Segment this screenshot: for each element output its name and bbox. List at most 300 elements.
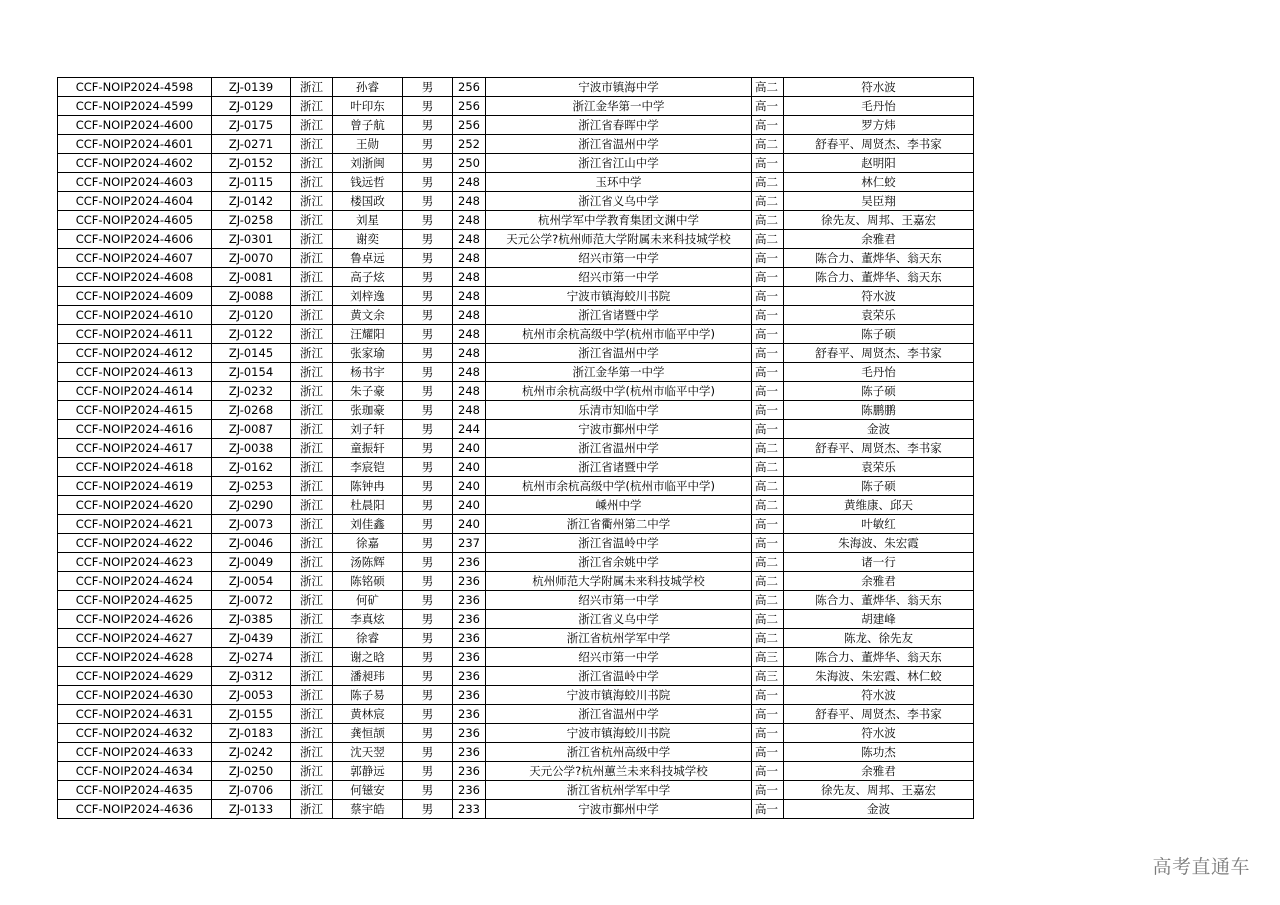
contestant-id-cell: CCF-NOIP2024-4626: [58, 610, 212, 629]
gender-cell: 男: [403, 439, 453, 458]
province-cell: 浙江: [291, 724, 333, 743]
province-cell: 浙江: [291, 686, 333, 705]
gender-cell: 男: [403, 743, 453, 762]
table-row: [58, 306, 974, 325]
name-cell: 何矿: [333, 591, 403, 610]
score-cell: 240: [453, 515, 486, 534]
school-cell: 宁波市镇海蛟川书院: [486, 287, 752, 306]
school-cell: 浙江省温州中学: [486, 439, 752, 458]
province-cell: 浙江: [291, 249, 333, 268]
grade-cell: 高三: [752, 667, 784, 686]
coach-cell: 罗方炜: [784, 116, 974, 135]
school-cell: 宁波市鄞州中学: [486, 800, 752, 819]
exam-number-cell: ZJ-0087: [212, 420, 291, 439]
exam-number-cell: ZJ-0081: [212, 268, 291, 287]
exam-number-cell: ZJ-0242: [212, 743, 291, 762]
score-cell: 250: [453, 154, 486, 173]
grade-cell: 高一: [752, 401, 784, 420]
coach-cell: 毛丹怡: [784, 363, 974, 382]
contestant-id-cell: CCF-NOIP2024-4604: [58, 192, 212, 211]
grade-cell: 高一: [752, 268, 784, 287]
grade-cell: 高一: [752, 420, 784, 439]
grade-cell: 高一: [752, 97, 784, 116]
grade-cell: 高一: [752, 344, 784, 363]
gender-cell: 男: [403, 173, 453, 192]
score-cell: 236: [453, 667, 486, 686]
exam-number-cell: ZJ-0250: [212, 762, 291, 781]
table-row: [58, 420, 974, 439]
grade-cell: 高二: [752, 211, 784, 230]
score-cell: 248: [453, 173, 486, 192]
exam-number-cell: ZJ-0142: [212, 192, 291, 211]
province-cell: 浙江: [291, 420, 333, 439]
school-cell: 浙江省温岭中学: [486, 534, 752, 553]
table-row: [58, 249, 974, 268]
name-cell: 杨书宇: [333, 363, 403, 382]
table-row: [58, 230, 974, 249]
gender-cell: 男: [403, 572, 453, 591]
grade-cell: 高一: [752, 363, 784, 382]
grade-cell: 高二: [752, 496, 784, 515]
exam-number-cell: ZJ-0053: [212, 686, 291, 705]
gender-cell: 男: [403, 553, 453, 572]
grade-cell: 高一: [752, 743, 784, 762]
school-cell: 宁波市镇海蛟川书院: [486, 686, 752, 705]
table-row: [58, 667, 974, 686]
name-cell: 刘浙闽: [333, 154, 403, 173]
grade-cell: 高二: [752, 572, 784, 591]
school-cell: 浙江省义乌中学: [486, 610, 752, 629]
province-cell: 浙江: [291, 762, 333, 781]
table-row: [58, 705, 974, 724]
school-cell: 绍兴市第一中学: [486, 268, 752, 287]
contestant-id-cell: CCF-NOIP2024-4600: [58, 116, 212, 135]
table-row: [58, 496, 974, 515]
score-cell: 248: [453, 401, 486, 420]
gender-cell: 男: [403, 667, 453, 686]
name-cell: 蔡宇皓: [333, 800, 403, 819]
name-cell: 潘昶玮: [333, 667, 403, 686]
score-cell: 256: [453, 78, 486, 97]
coach-cell: 陈功杰: [784, 743, 974, 762]
grade-cell: 高一: [752, 249, 784, 268]
school-cell: 浙江省杭州学军中学: [486, 629, 752, 648]
name-cell: 沈天翌: [333, 743, 403, 762]
score-cell: 252: [453, 135, 486, 154]
name-cell: 童振轩: [333, 439, 403, 458]
province-cell: 浙江: [291, 477, 333, 496]
contestant-id-cell: CCF-NOIP2024-4628: [58, 648, 212, 667]
name-cell: 叶印东: [333, 97, 403, 116]
grade-cell: 高一: [752, 781, 784, 800]
gender-cell: 男: [403, 230, 453, 249]
score-cell: 236: [453, 743, 486, 762]
exam-number-cell: ZJ-0139: [212, 78, 291, 97]
contestant-id-cell: CCF-NOIP2024-4631: [58, 705, 212, 724]
table-row: [58, 610, 974, 629]
province-cell: 浙江: [291, 325, 333, 344]
score-cell: 256: [453, 116, 486, 135]
name-cell: 鲁卓远: [333, 249, 403, 268]
coach-cell: 袁荣乐: [784, 306, 974, 325]
score-cell: 248: [453, 325, 486, 344]
school-cell: 杭州师范大学附属未来科技城学校: [486, 572, 752, 591]
exam-number-cell: ZJ-0162: [212, 458, 291, 477]
exam-number-cell: ZJ-0706: [212, 781, 291, 800]
table-row: [58, 287, 974, 306]
coach-cell: 陈合力、董烨华、翁天东: [784, 268, 974, 287]
contestant-id-cell: CCF-NOIP2024-4608: [58, 268, 212, 287]
school-cell: 绍兴市第一中学: [486, 591, 752, 610]
school-cell: 天元公学?杭州蕙兰未来科技城学校: [486, 762, 752, 781]
name-cell: 刘佳鑫: [333, 515, 403, 534]
score-cell: 236: [453, 553, 486, 572]
contestant-id-cell: CCF-NOIP2024-4605: [58, 211, 212, 230]
coach-cell: 陈子硕: [784, 477, 974, 496]
province-cell: 浙江: [291, 743, 333, 762]
coach-cell: 陈子硕: [784, 382, 974, 401]
table-row: [58, 325, 974, 344]
name-cell: 徐睿: [333, 629, 403, 648]
name-cell: 郭静远: [333, 762, 403, 781]
gender-cell: 男: [403, 249, 453, 268]
province-cell: 浙江: [291, 458, 333, 477]
gender-cell: 男: [403, 705, 453, 724]
contestant-id-cell: CCF-NOIP2024-4620: [58, 496, 212, 515]
table-row: [58, 534, 974, 553]
school-cell: 宁波市鄞州中学: [486, 420, 752, 439]
contestant-id-cell: CCF-NOIP2024-4634: [58, 762, 212, 781]
table-row: [58, 78, 974, 97]
grade-cell: 高一: [752, 686, 784, 705]
name-cell: 刘子轩: [333, 420, 403, 439]
grade-cell: 高二: [752, 477, 784, 496]
score-cell: 236: [453, 705, 486, 724]
contestant-id-cell: CCF-NOIP2024-4618: [58, 458, 212, 477]
coach-cell: 胡建峰: [784, 610, 974, 629]
school-cell: 浙江省温州中学: [486, 344, 752, 363]
gender-cell: 男: [403, 800, 453, 819]
contestant-id-cell: CCF-NOIP2024-4607: [58, 249, 212, 268]
table-row: [58, 97, 974, 116]
contestant-id-cell: CCF-NOIP2024-4627: [58, 629, 212, 648]
table-row: [58, 135, 974, 154]
exam-number-cell: ZJ-0268: [212, 401, 291, 420]
score-cell: 236: [453, 781, 486, 800]
name-cell: 王勋: [333, 135, 403, 154]
province-cell: 浙江: [291, 135, 333, 154]
gender-cell: 男: [403, 401, 453, 420]
province-cell: 浙江: [291, 363, 333, 382]
contestant-id-cell: CCF-NOIP2024-4621: [58, 515, 212, 534]
gender-cell: 男: [403, 477, 453, 496]
exam-number-cell: ZJ-0129: [212, 97, 291, 116]
coach-cell: 金波: [784, 800, 974, 819]
grade-cell: 高一: [752, 287, 784, 306]
name-cell: 谢之晗: [333, 648, 403, 667]
contestant-id-cell: CCF-NOIP2024-4623: [58, 553, 212, 572]
province-cell: 浙江: [291, 515, 333, 534]
name-cell: 刘星: [333, 211, 403, 230]
province-cell: 浙江: [291, 572, 333, 591]
name-cell: 孙睿: [333, 78, 403, 97]
name-cell: 曾子航: [333, 116, 403, 135]
exam-number-cell: ZJ-0258: [212, 211, 291, 230]
province-cell: 浙江: [291, 781, 333, 800]
score-cell: 248: [453, 249, 486, 268]
school-cell: 浙江省温岭中学: [486, 667, 752, 686]
score-cell: 240: [453, 477, 486, 496]
contestant-id-cell: CCF-NOIP2024-4611: [58, 325, 212, 344]
score-cell: 236: [453, 724, 486, 743]
contestant-id-cell: CCF-NOIP2024-4630: [58, 686, 212, 705]
exam-number-cell: ZJ-0385: [212, 610, 291, 629]
exam-number-cell: ZJ-0049: [212, 553, 291, 572]
table-row: [58, 439, 974, 458]
contestant-id-cell: CCF-NOIP2024-4602: [58, 154, 212, 173]
table-row: [58, 743, 974, 762]
contestant-id-cell: CCF-NOIP2024-4610: [58, 306, 212, 325]
grade-cell: 高一: [752, 515, 784, 534]
province-cell: 浙江: [291, 705, 333, 724]
grade-cell: 高一: [752, 325, 784, 344]
province-cell: 浙江: [291, 629, 333, 648]
contestant-id-cell: CCF-NOIP2024-4612: [58, 344, 212, 363]
gender-cell: 男: [403, 154, 453, 173]
school-cell: 天元公学?杭州师范大学附属未来科技城学校: [486, 230, 752, 249]
name-cell: 谢奕: [333, 230, 403, 249]
school-cell: 浙江省江山中学: [486, 154, 752, 173]
coach-cell: 陈合力、董烨华、翁天东: [784, 591, 974, 610]
school-cell: 宁波市镇海蛟川书院: [486, 724, 752, 743]
school-cell: 浙江省诸暨中学: [486, 458, 752, 477]
coach-cell: 叶敏红: [784, 515, 974, 534]
coach-cell: 符水波: [784, 724, 974, 743]
name-cell: 黄林宸: [333, 705, 403, 724]
gender-cell: 男: [403, 97, 453, 116]
name-cell: 杜晨阳: [333, 496, 403, 515]
gender-cell: 男: [403, 211, 453, 230]
coach-cell: 陈合力、董烨华、翁天东: [784, 249, 974, 268]
school-cell: 浙江省温州中学: [486, 705, 752, 724]
coach-cell: 陈子硕: [784, 325, 974, 344]
school-cell: 乐清市知临中学: [486, 401, 752, 420]
gender-cell: 男: [403, 135, 453, 154]
gender-cell: 男: [403, 610, 453, 629]
grade-cell: 高二: [752, 173, 784, 192]
score-cell: 248: [453, 306, 486, 325]
contestant-id-cell: CCF-NOIP2024-4616: [58, 420, 212, 439]
gender-cell: 男: [403, 724, 453, 743]
gender-cell: 男: [403, 78, 453, 97]
score-cell: 236: [453, 610, 486, 629]
table-row: [58, 762, 974, 781]
table-row: [58, 458, 974, 477]
name-cell: 朱子豪: [333, 382, 403, 401]
coach-cell: 陈合力、董烨华、翁天东: [784, 648, 974, 667]
table-row: [58, 363, 974, 382]
exam-number-cell: ZJ-0175: [212, 116, 291, 135]
province-cell: 浙江: [291, 116, 333, 135]
contestant-id-cell: CCF-NOIP2024-4599: [58, 97, 212, 116]
exam-number-cell: ZJ-0072: [212, 591, 291, 610]
exam-number-cell: ZJ-0271: [212, 135, 291, 154]
name-cell: 龚恒颉: [333, 724, 403, 743]
table-row: [58, 401, 974, 420]
exam-number-cell: ZJ-0122: [212, 325, 291, 344]
coach-cell: 余雅君: [784, 572, 974, 591]
gender-cell: 男: [403, 268, 453, 287]
score-cell: 236: [453, 591, 486, 610]
school-cell: 浙江省义乌中学: [486, 192, 752, 211]
table-row: [58, 116, 974, 135]
gender-cell: 男: [403, 496, 453, 515]
exam-number-cell: ZJ-0312: [212, 667, 291, 686]
province-cell: 浙江: [291, 287, 333, 306]
exam-number-cell: ZJ-0152: [212, 154, 291, 173]
name-cell: 陈铭硕: [333, 572, 403, 591]
grade-cell: 高二: [752, 610, 784, 629]
exam-number-cell: ZJ-0145: [212, 344, 291, 363]
table-row: [58, 477, 974, 496]
coach-cell: 黄维康、邱天: [784, 496, 974, 515]
gender-cell: 男: [403, 762, 453, 781]
grade-cell: 高二: [752, 458, 784, 477]
province-cell: 浙江: [291, 667, 333, 686]
table-row: [58, 572, 974, 591]
exam-number-cell: ZJ-0301: [212, 230, 291, 249]
name-cell: 汤陈辉: [333, 553, 403, 572]
school-cell: 浙江省温州中学: [486, 135, 752, 154]
school-cell: 绍兴市第一中学: [486, 249, 752, 268]
coach-cell: 林仁蛟: [784, 173, 974, 192]
province-cell: 浙江: [291, 439, 333, 458]
table-row: [58, 344, 974, 363]
school-cell: 宁波市镇海中学: [486, 78, 752, 97]
coach-cell: 陈龙、徐先友: [784, 629, 974, 648]
coach-cell: 舒春平、周贤杰、李书家: [784, 705, 974, 724]
watermark-text: 高考直通车: [1152, 856, 1250, 878]
coach-cell: 符水波: [784, 287, 974, 306]
score-cell: 240: [453, 496, 486, 515]
province-cell: 浙江: [291, 648, 333, 667]
grade-cell: 高二: [752, 135, 784, 154]
table-row: [58, 553, 974, 572]
grade-cell: 高一: [752, 382, 784, 401]
exam-number-cell: ZJ-0120: [212, 306, 291, 325]
name-cell: 张珈豪: [333, 401, 403, 420]
name-cell: 钱远哲: [333, 173, 403, 192]
score-cell: 237: [453, 534, 486, 553]
score-cell: 248: [453, 344, 486, 363]
grade-cell: 高三: [752, 648, 784, 667]
gender-cell: 男: [403, 306, 453, 325]
table-row: [58, 382, 974, 401]
coach-cell: 徐先友、周邦、王嘉宏: [784, 781, 974, 800]
exam-number-cell: ZJ-0232: [212, 382, 291, 401]
coach-cell: 徐先友、周邦、王嘉宏: [784, 211, 974, 230]
exam-number-cell: ZJ-0046: [212, 534, 291, 553]
name-cell: 高子炫: [333, 268, 403, 287]
grade-cell: 高二: [752, 230, 784, 249]
school-cell: 浙江省余姚中学: [486, 553, 752, 572]
table-row: [58, 211, 974, 230]
school-cell: 杭州市余杭高级中学(杭州市临平中学): [486, 477, 752, 496]
name-cell: 陈钟冉: [333, 477, 403, 496]
gender-cell: 男: [403, 344, 453, 363]
exam-number-cell: ZJ-0155: [212, 705, 291, 724]
table-row: [58, 781, 974, 800]
coach-cell: 舒春平、周贤杰、李书家: [784, 135, 974, 154]
gender-cell: 男: [403, 629, 453, 648]
grade-cell: 高一: [752, 724, 784, 743]
grade-cell: 高一: [752, 800, 784, 819]
grade-cell: 高二: [752, 439, 784, 458]
province-cell: 浙江: [291, 610, 333, 629]
name-cell: 楼国政: [333, 192, 403, 211]
school-cell: 浙江金华第一中学: [486, 363, 752, 382]
name-cell: 张家瑜: [333, 344, 403, 363]
table-body: [58, 78, 974, 819]
name-cell: 何镃安: [333, 781, 403, 800]
table-row: [58, 724, 974, 743]
province-cell: 浙江: [291, 382, 333, 401]
grade-cell: 高一: [752, 534, 784, 553]
score-cell: 248: [453, 382, 486, 401]
score-cell: 236: [453, 629, 486, 648]
gender-cell: 男: [403, 116, 453, 135]
coach-cell: 舒春平、周贤杰、李书家: [784, 439, 974, 458]
coach-cell: 袁荣乐: [784, 458, 974, 477]
gender-cell: 男: [403, 287, 453, 306]
exam-number-cell: ZJ-0290: [212, 496, 291, 515]
coach-cell: 陈鹏鹏: [784, 401, 974, 420]
name-cell: 汪耀阳: [333, 325, 403, 344]
name-cell: 李宸铠: [333, 458, 403, 477]
table-row: [58, 800, 974, 819]
exam-number-cell: ZJ-0154: [212, 363, 291, 382]
province-cell: 浙江: [291, 154, 333, 173]
contestant-id-cell: CCF-NOIP2024-4624: [58, 572, 212, 591]
contestant-id-cell: CCF-NOIP2024-4601: [58, 135, 212, 154]
coach-cell: 朱海波、朱宏霞、林仁蛟: [784, 667, 974, 686]
score-cell: 236: [453, 572, 486, 591]
exam-number-cell: ZJ-0115: [212, 173, 291, 192]
contestant-id-cell: CCF-NOIP2024-4617: [58, 439, 212, 458]
name-cell: 徐嘉: [333, 534, 403, 553]
province-cell: 浙江: [291, 401, 333, 420]
province-cell: 浙江: [291, 534, 333, 553]
coach-cell: 余雅君: [784, 762, 974, 781]
score-cell: 256: [453, 97, 486, 116]
score-cell: 248: [453, 192, 486, 211]
contestant-id-cell: CCF-NOIP2024-4614: [58, 382, 212, 401]
school-cell: 浙江省诸暨中学: [486, 306, 752, 325]
gender-cell: 男: [403, 534, 453, 553]
grade-cell: 高一: [752, 116, 784, 135]
score-cell: 248: [453, 211, 486, 230]
grade-cell: 高二: [752, 78, 784, 97]
gender-cell: 男: [403, 192, 453, 211]
name-cell: 李真炫: [333, 610, 403, 629]
coach-cell: 舒春平、周贤杰、李书家: [784, 344, 974, 363]
exam-number-cell: ZJ-0439: [212, 629, 291, 648]
name-cell: 陈子易: [333, 686, 403, 705]
exam-number-cell: ZJ-0253: [212, 477, 291, 496]
results-table: [57, 77, 974, 819]
contestant-id-cell: CCF-NOIP2024-4606: [58, 230, 212, 249]
grade-cell: 高一: [752, 306, 784, 325]
